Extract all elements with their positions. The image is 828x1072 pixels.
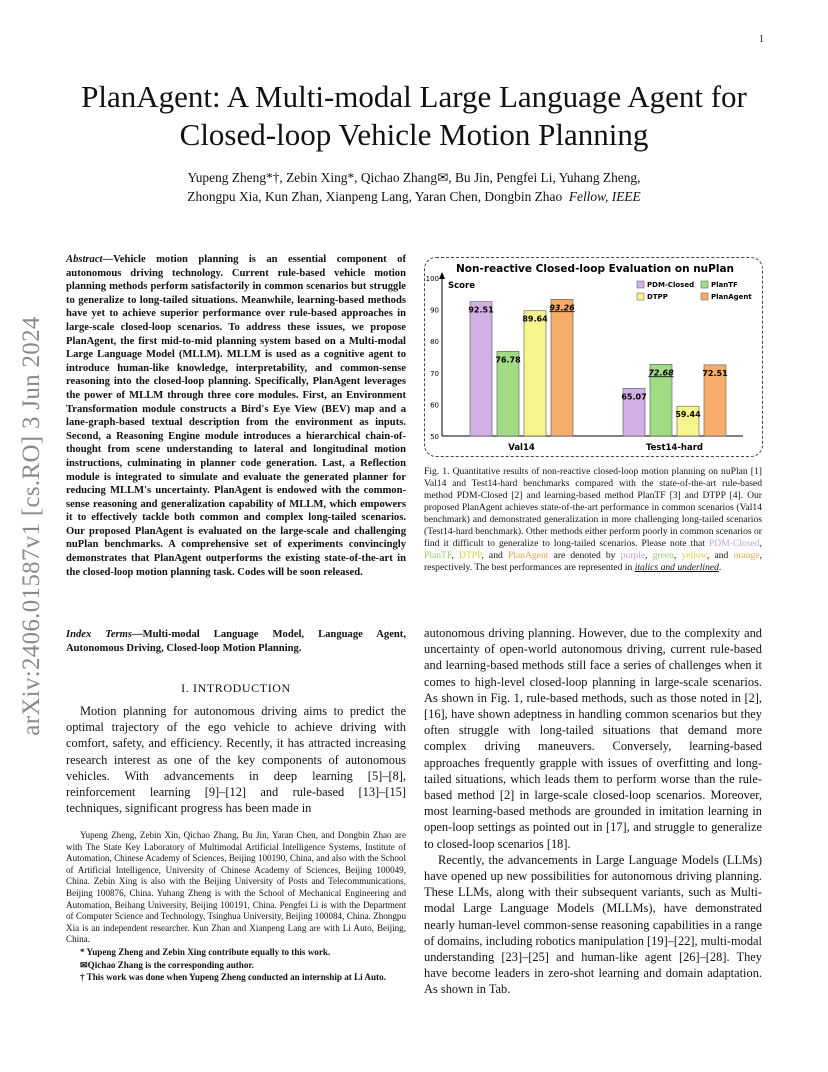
caption-plantf: PlanTF [424, 550, 452, 561]
bar [551, 299, 573, 436]
fellow-designation: Fellow, IEEE [568, 189, 641, 204]
abstract-label: Abstract [66, 254, 103, 265]
legend-swatch [637, 293, 644, 300]
bar-value-label: 72.51 [702, 368, 728, 378]
caption-sep-4: , [673, 550, 677, 561]
bar-chart [425, 258, 762, 456]
intro-paragraph: Motion planning for autonomous driving aims to predict the optimal trajectory of the ego vehicle to achieve driving with comfort, safety, and efficiency. Recently, it has attracted increasing research interest as one of the key components of autonomous vehicles. With advancements in deep learning [5]–[8], reinforcement learning [9]–[12] and rule-based [13]–[15] techniques, significant progress has been made in [66, 704, 406, 816]
y-tick-label: 60 [430, 401, 439, 410]
bar-value-label: 72.68 [648, 368, 674, 378]
y-tick-label: 50 [430, 433, 439, 441]
author-line-2 [100, 187, 728, 206]
figure-caption [424, 466, 762, 574]
right-paragraph-1: autonomous driving planning. However, due to the complexity and uncertainty of open-world autonomous driving, current rule-based and learning-based methods still face a series of challenges when it comes to high-level closed-loop planning in large-scale scenarios. As shown in Fig. 1, rule-based methods, such as those noted in [2], [16], have shown adeptness in handling common scenarios but they often struggle with long-tailed situations that demand more complex driving maneuvers. Conversely, learning-based approaches frequently grapple with issues of overfitting and long-tailed situations, which leads them to perform worse than the rule-based method [2] in large-scale closed-loop scenarios. Moreover, most learning-based methods are grounded in imitation learning in open-loop settings as pointed out in [17], and struggle to generalize to closed-loop scenarios [18]. [424, 626, 762, 851]
caption-green: green [652, 550, 674, 561]
caption-purple: purple [620, 550, 646, 561]
caption-dtpp: DTPP [459, 550, 482, 561]
y-tick-label: 70 [430, 369, 439, 378]
intro-left-column [66, 703, 406, 816]
bar [524, 311, 546, 436]
caption-italic-underlined: italics and underlined [634, 562, 719, 573]
legend-swatch [637, 281, 644, 288]
bar [470, 302, 492, 436]
x-category-label: Val14 [508, 443, 535, 453]
bar-value-label: 89.64 [522, 314, 548, 324]
page-number: 1 [759, 34, 764, 45]
arxiv-stamp: arXiv:2406.01587v1 [cs.RO] 3 Jun 2024 [18, 316, 45, 736]
author-line-1: Yupeng Zheng*†, Zebin Xing*, Qichao Zhang✉, Bu Jin, Pengfei Li, Yuhang Zheng, [187, 170, 641, 185]
footnote-internship: † This work was done when Yupeng Zheng conducted an internship at Li Auto. [80, 972, 386, 983]
abstract-text: —Vehicle motion planning is an essential component of autonomous driving technology. Current rule-based vehicle motion planning methods perform satisfactorily in common scenarios but struggle to generalize to long-tailed situations. Meanwhile, learning-based methods have yet to achieve superior performance over rule-based approaches in large-scale closed-loop scenarios. To address these issues, we propose PlanAgent, the first mid-to-mid planning system based on a Multi-modal Large Language Model (MLLM). MLLM is used as a cognitive agent to introduce human-like knowledge, interpretability, and common-sense reasoning into the closed-loop planning. Specifically, PlanAgent leverages the power of MLLM through three core modules. First, an Environment Transformation module constructs a Bird's Eye View (BEV) map and a lane-graph-based textual description from the environment as inputs. Second, a Reasoning Engine module introduces a hierarchical chain-of-thought from scene understanding to lateral and longitudinal motion instructions, culminating in planner code generation. Last, a Reflection module is integrated to simulate and evaluate the generated planner for reducing MLLM's uncertainty. PlanAgent is endowed with the common-sense reasoning and generalization capability of MLLM, which empowers it to effectively tackle both common and complex long-tailed scenarios. Our proposed PlanAgent is evaluated on the large-scale and challenging nuPlan benchmarks. A comprehensive set of experiments convincingly demonstrates that PlanAgent outperforms the existing state-of-the-art in the closed-loop motion planning task. Codes will be soon released. [66, 254, 406, 578]
bar-value-label: 93.26 [549, 303, 575, 313]
caption-and-1: , and [481, 550, 503, 561]
legend-swatch [701, 293, 708, 300]
caption-yellow: yellow [681, 550, 707, 561]
caption-sep-1: , [759, 538, 763, 549]
abstract [66, 253, 406, 579]
caption-end: . [718, 562, 722, 573]
x-category-label: Test14-hard [646, 443, 703, 453]
index-terms-text: —Multi-modal Language Model, Language Agent, Autonomous Driving, Closed-loop Motion Planning. [66, 629, 406, 654]
legend-swatch [701, 281, 708, 288]
caption-pdm: PDM-Closed [708, 538, 760, 549]
figure-1 [424, 257, 763, 457]
y-tick-label: 90 [430, 306, 439, 315]
caption-sep-3: , [645, 550, 648, 561]
caption-orange: orange [733, 550, 760, 561]
bar-value-label: 76.78 [495, 355, 521, 365]
caption-planagent: PlanAgent [507, 550, 549, 561]
legend-label: PlanAgent [711, 293, 752, 301]
footnote [66, 830, 406, 985]
footnote-corresponding: ✉Qichao Zhang is the corresponding author. [80, 959, 254, 970]
y-tick-label: 100 [425, 275, 439, 283]
y-axis-arrow [439, 272, 445, 279]
bar-value-label: 92.51 [468, 305, 494, 315]
bar-value-label: 65.07 [621, 392, 647, 402]
footnote-equal-contribution: * Yupeng Zheng and Zebin Xing contribute equally to this work. [80, 946, 331, 957]
y-axis-label: Score [448, 281, 475, 291]
caption-resp: , respectively. The best performances are represented in [424, 550, 762, 573]
legend-label: DTPP [647, 293, 668, 301]
caption-and-2: , and [706, 550, 729, 561]
right-paragraph-2: Recently, the advancements in Large Language Models (LLMs) have opened up new possibilities for autonomous driving planning. These LLMs, along with their subsequent variants, such as Multi-modal Large Language Models (MLLMs), have demonstrated nearly human-level common-sense reasoning capabilities in a range of domains, including robotics manipulation [19]–[22], multi-modal understanding [23]–[25] and human-like agent [26]–[28]. They have become leaders in zero-shot learning and domain adaptation. As shown in Tab. [424, 852, 762, 997]
paper-title: PlanAgent: A Multi-modal Large Language Agent for Closed-loop Vehicle Motion Planning [81, 79, 747, 152]
intro-right-column [424, 625, 762, 998]
index-terms [66, 628, 406, 655]
bar-value-label: 59.44 [675, 410, 701, 420]
author-list [100, 168, 728, 206]
y-tick-label: 80 [430, 338, 439, 347]
legend-label: PDM-Closed [647, 281, 695, 289]
author-names: Zhongpu Xia, Kun Zhan, Xianpeng Lang, Yaran Chen, Dongbin Zhao [187, 189, 563, 204]
chart-title: Non-reactive Closed-loop Evaluation on nuPlan [455, 263, 735, 275]
footnote-affiliations: Yupeng Zheng, Zebin Xin, Qichao Zhang, Bu Jin, Yaran Chen, and Dongbin Zhao are with The State Key Laboratory of Multimodal Artificial Intelligence Systems, Institute of Automation, Chinese Academy of Sciences, Beijing 100190, China, and also with the School of Artificial Intelligence, University of Chinese Academy of Sciences, Beijing 100049, China. Zebin Xing is also with the Beijing University of Posts and Telecommunications, Beijing 100876, China. Yuhang Zheng is with the School of Mechanical Engineering and Automation, Beihang University, Beijing 100191, China. Pengfei Li is with the Department of Computer Science and Technology, Tsinghua University, Beijing 100084, China. Zhongpu Xia is an independent researcher. Kun Zhan and Xianpeng Lang are with Li Auto, Beijing, China. [66, 830, 406, 945]
legend-label: PlanTF [711, 281, 738, 289]
index-terms-label: Index Terms [66, 629, 133, 640]
caption-sep-2: , [451, 550, 454, 561]
caption-are: are denoted by [553, 550, 616, 561]
caption-main: Fig. 1. Quantitative results of non-reactive closed-loop motion planning on nuPlan [1] Val14 and Test14-hard benchmarks compared with the state-of-the-art rule-based method PDM-Closed [2] and learning-based method PlanTF [3] and DTPP [4]. Our proposed PlanAgent achieves state-of-the-art performance in common scenarios (Val14 benchmark) and demonstrated generalization in more challenging long-tailed scenarios (Test14-hard benchmark). Other methods either perform poorly in common scenarios or find it difficult to generalize to long-tailed scenarios. Please note that [424, 466, 762, 549]
section-heading: I. INTRODUCTION [181, 681, 291, 695]
